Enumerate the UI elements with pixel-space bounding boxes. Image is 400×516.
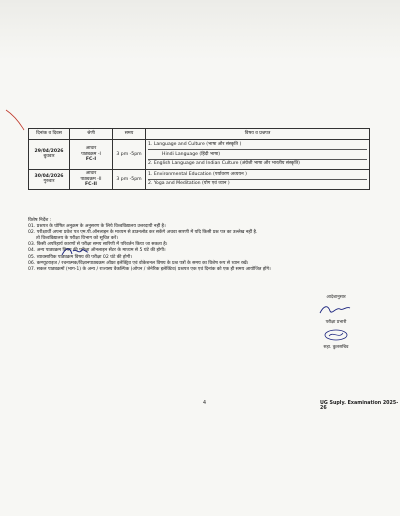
initials-mark: [60, 245, 90, 259]
date-cell: [29, 169, 70, 189]
course-line1: आधार: [85, 170, 97, 176]
list-item: 05. व्यावसायिक पाठ्यक्रम विषय की परीक्षा 02 घंटे की होगी।: [28, 254, 133, 260]
table-row: [29, 169, 370, 189]
course-line2: पाठ्यक्रम -II: [80, 176, 102, 182]
course-cell: [70, 140, 113, 170]
signatory-title-1: परीक्षा प्रभारी: [325, 320, 347, 325]
list-item: 04. अन्य पाठ्यक्रम विषय की परीक्षा ऑनलाइन सेंटर के माध्यम से 5 घंटे की होगी।: [28, 248, 166, 254]
subject-line: 1. Language and Culture (भाषा और संस्कृति ): [148, 140, 367, 150]
document-page: [28, 128, 378, 378]
table-row: [29, 140, 370, 170]
time-cell: 3 pm -5pm: [113, 169, 146, 189]
signature-mark: [316, 303, 356, 317]
list-item: 01. प्रश्नपत्र के घोषित अनुक्रम के अनुसरण के लिये विश्वविद्यालय उत्तरदायी नहीं है।: [28, 224, 166, 230]
signature-block: [291, 294, 381, 353]
exam-date: 30/04/2026: [34, 173, 64, 179]
subject-line: 2. English Language and Indian Culture (अंग्रेजी भाषा और भारतीय संस्कृति): [148, 161, 300, 167]
subject-line: 2. Yoga and Meditation (योग एवं ध्यान ): [148, 181, 230, 187]
course-code: FC-II: [85, 182, 97, 188]
list-item: तो विश्वविद्यालय के परीक्षा विभाग को सूचित करें।: [36, 236, 119, 242]
subject-line: 1. Environmental Education (पर्यावरण अध्ययन ): [148, 170, 367, 180]
instructions-heading: विशेष निर्देश :: [28, 218, 52, 223]
signatory-title-2: सहा. कुलसचिव: [323, 345, 349, 350]
subject-line: Hindi Language (हिंदी भाषा): [148, 150, 367, 160]
page-number: 4: [203, 401, 207, 406]
exam-schedule-table: [28, 128, 370, 190]
exam-date: 29/04/2026: [34, 148, 64, 154]
signature-mark: [321, 328, 351, 342]
list-item: 02. परीक्षार्थी अपना प्रवेश पत्र एम.पी.ऑनलाइन के माध्यम से डाउनलोड कर सकेंगे अथवा सारणी में यदि किसी प्रश्न पत्र का उल्लेख नहीं है.: [28, 230, 258, 236]
header-subject: विषय व प्रश्नपत्र: [146, 129, 370, 140]
exam-day: गुरुवार: [43, 179, 55, 185]
order-label: आदेशानुसार: [326, 295, 346, 300]
date-cell: [29, 140, 70, 170]
header-time: समय: [113, 129, 146, 140]
list-item: 07. सकल पाठ्यक्रमों (भाग-1) के अन्य / राज्यस्य वैकल्पिक (ओपन / जेनेरिक इलेक्टिव) प्रश्नपत्र एक एवं दिनांक को एक ही समय आयोजित होंगे।: [28, 266, 271, 272]
course-code: FC-I: [85, 157, 97, 163]
list-item: 06. कम्प्यूटराइज / रचनात्मक/विज्ञानपाठ्यक्रम ऑफ्रा इलेक्ट्रिव एवं वोकेशनल विषय के प्रश्न पत्रों के समय का विशेष रूप से ध्यान रखें।: [28, 260, 249, 266]
margin-pen-mark: [4, 108, 26, 132]
course-line1: आधार: [85, 145, 97, 151]
exam-day: बुधवार: [43, 154, 55, 160]
course-cell: [70, 169, 113, 189]
table-header-row: [29, 129, 370, 140]
list-item: 03. किसी अपरिहार्य कारणों से परीक्षा समय सारिणी में परिवर्तन किया जा सकता है।: [28, 242, 168, 248]
footer-title: UG Suply. Examination 2025-26: [320, 401, 399, 411]
header-date: दिनांक व दिवस: [29, 129, 70, 140]
subject-cell: [146, 140, 370, 170]
time-cell: 3 pm -5pm: [113, 140, 146, 170]
header-course: श्रेणी: [70, 129, 113, 140]
subject-cell: [146, 169, 370, 189]
course-line2: पाठ्यक्रम -I: [81, 151, 101, 157]
scan-background: [0, 0, 400, 60]
